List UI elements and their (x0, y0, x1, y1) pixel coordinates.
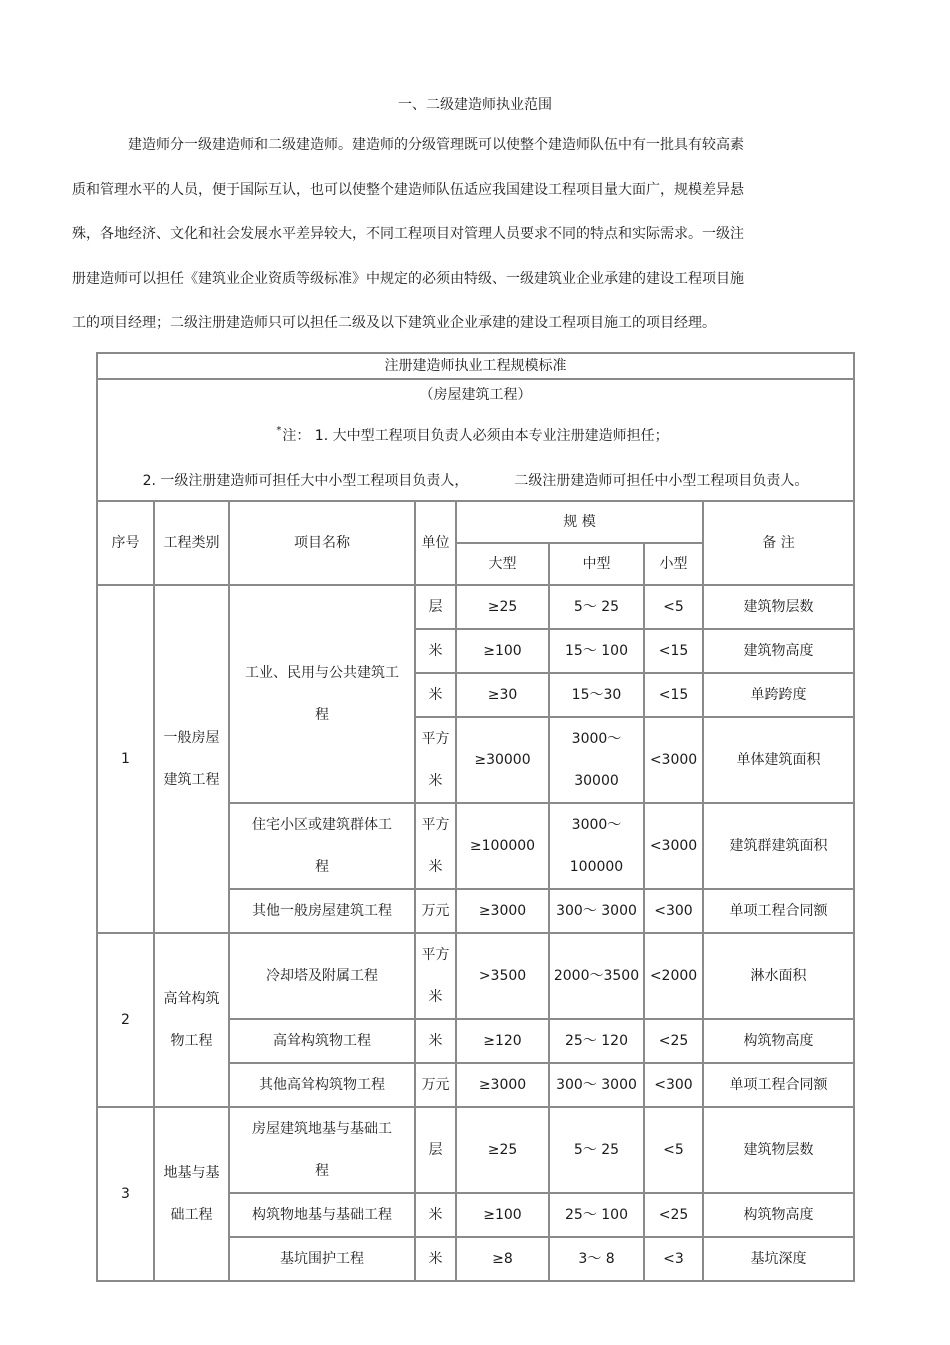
small-cell (644, 1063, 703, 1107)
large-cell (456, 1107, 549, 1193)
remark-cell (703, 1107, 854, 1193)
large-cell-line: ≥100 (483, 1206, 522, 1223)
large-cell-line: ≥100 (483, 642, 522, 659)
large-cell (456, 1237, 549, 1281)
remark-cell (703, 889, 854, 933)
unit-cell (415, 673, 456, 717)
large-cell (456, 1063, 549, 1107)
remark-cell-line: 基坑深度 (750, 1250, 807, 1267)
medium-cell (549, 803, 644, 889)
medium-cell-line: 300～ 3000 (556, 1076, 637, 1093)
header-category: 工程类别 (154, 501, 229, 585)
header-small: 小型 (644, 543, 703, 585)
unit-cell-line: 米 (428, 859, 443, 875)
header-remark: 备 注 (703, 501, 854, 585)
medium-cell-line: 2000～3500 (553, 967, 640, 984)
unit-cell-line: 平方 (421, 731, 450, 747)
small-cell-line: <300 (654, 902, 693, 919)
seq-cell: 3 (97, 1107, 154, 1281)
small-cell (644, 585, 703, 629)
scale-standard-table (96, 352, 855, 1282)
remark-cell-line: 建筑物层数 (743, 1141, 814, 1158)
medium-cell-line: 3000～ (571, 731, 622, 747)
project-cell (229, 889, 415, 933)
small-cell (644, 1107, 703, 1193)
project-cell (229, 1063, 415, 1107)
paragraph-line: 工的项目经理；二级注册建造师只可以担任二级及以下建筑业企业承建的建设工程项目施工的项目经理。 (72, 315, 716, 331)
medium-cell (549, 889, 644, 933)
large-cell-line: ≥8 (492, 1250, 513, 1267)
unit-cell-line: 米 (428, 686, 443, 703)
medium-cell (549, 585, 644, 629)
small-cell (644, 803, 703, 889)
unit-cell-line: 平方 (421, 817, 450, 833)
unit-cell (415, 585, 456, 629)
remark-cell-line: 建筑物高度 (743, 642, 814, 659)
remark-cell (703, 1019, 854, 1063)
small-cell (644, 1019, 703, 1063)
large-cell-line: ≥25 (487, 598, 518, 615)
remark-cell (703, 673, 854, 717)
project-cell-line: 高耸构筑物工程 (273, 1032, 371, 1049)
remark-cell-line: 单项工程合同额 (729, 902, 828, 919)
project-cell-line: 构筑物地基与基础工程 (252, 1206, 392, 1223)
project-cell (229, 1019, 415, 1063)
unit-cell-line: 米 (428, 642, 443, 659)
project-cell-line: 冷却塔及附属工程 (266, 967, 378, 984)
remark-cell-line: 单体建筑面积 (736, 751, 821, 768)
project-cell (229, 1237, 415, 1281)
small-cell (644, 673, 703, 717)
unit-cell-line: 万元 (421, 1076, 450, 1093)
unit-cell (415, 1193, 456, 1237)
unit-cell-line: 米 (428, 773, 443, 789)
remark-cell (703, 1193, 854, 1237)
unit-cell (415, 1019, 456, 1063)
small-cell (644, 629, 703, 673)
header-seq: 序号 (97, 501, 154, 585)
remark-cell-line: 淋水面积 (750, 967, 807, 984)
remark-cell (703, 803, 854, 889)
table-row (97, 585, 854, 629)
small-cell-line: <5 (663, 1141, 684, 1158)
project-cell (229, 933, 415, 1019)
unit-cell-line: 米 (428, 1032, 443, 1049)
project-cell-line: 程 (315, 1163, 329, 1179)
small-cell-line: <3000 (649, 751, 698, 768)
small-cell (644, 1193, 703, 1237)
large-cell (456, 889, 549, 933)
category-cell (154, 933, 229, 1107)
table-title: 注册建造师执业工程规模标准 (97, 353, 854, 379)
project-cell (229, 803, 415, 889)
medium-cell-line: 3～ 8 (578, 1250, 615, 1267)
medium-cell (549, 1193, 644, 1237)
large-cell-line: ≥100000 (469, 837, 536, 854)
remark-cell-line: 建筑群建筑面积 (729, 837, 828, 854)
small-cell-line: <25 (658, 1206, 689, 1223)
project-cell-line: 程 (315, 707, 329, 723)
medium-cell (549, 629, 644, 673)
seq-cell: 2 (97, 933, 154, 1107)
small-cell-line: <15 (658, 686, 689, 703)
medium-cell-line: 30000 (574, 773, 619, 789)
medium-cell (549, 1107, 644, 1193)
small-cell-line: <300 (654, 1076, 693, 1093)
category-cell-line: 一般房屋 (163, 730, 220, 746)
remark-cell-line: 单跨跨度 (750, 686, 807, 703)
unit-cell-line: 万元 (421, 902, 450, 919)
medium-cell-line: 15～ 100 (565, 642, 628, 659)
medium-cell-line: 5～ 25 (573, 1141, 620, 1158)
category-cell (154, 1107, 229, 1281)
large-cell-line: >3500 (478, 967, 527, 984)
remark-cell-line: 单项工程合同额 (729, 1076, 828, 1093)
note-2-first: 2. 一级注册建造师可担任大中小型工程项目负责人， (142, 472, 469, 489)
large-cell (456, 803, 549, 889)
project-cell (229, 1193, 415, 1237)
project-cell-line: 基坑围护工程 (280, 1250, 364, 1267)
unit-cell (415, 629, 456, 673)
small-cell-line: <3000 (649, 837, 698, 854)
category-cell-line: 地基与基 (163, 1165, 220, 1181)
header-unit: 单位 (415, 501, 456, 585)
section-heading: 一、二级建造师执业范围 (398, 97, 552, 113)
medium-cell-line: 3000～ (571, 817, 622, 833)
paragraph-line: 质和管理水平的人员，便于国际互认，也可以使整个建造师队伍适应我国建设工程项目量大面广，规模差异悬 (72, 181, 744, 198)
paragraph-line: 册建造师可以担任《建筑业企业资质等级标准》中规定的必须由特级、一级建筑业企业承建的建设工程项目施 (72, 270, 744, 287)
large-cell (456, 933, 549, 1019)
unit-cell-line: 米 (428, 989, 443, 1005)
unit-cell (415, 1237, 456, 1281)
table-row (97, 1107, 854, 1193)
medium-cell (549, 933, 644, 1019)
note-2-second: 二级注册建造师可担任中小型工程项目负责人。 (514, 472, 809, 489)
project-cell-line: 工业、民用与公共建筑工 (245, 665, 399, 681)
small-cell-line: <5 (663, 598, 684, 615)
seq-cell: 1 (97, 585, 154, 933)
remark-cell-line: 构筑物高度 (743, 1206, 814, 1223)
unit-cell (415, 933, 456, 1019)
large-cell-line: ≥120 (483, 1032, 522, 1049)
large-cell (456, 629, 549, 673)
remark-cell-line: 建筑物层数 (743, 598, 814, 615)
unit-cell (415, 803, 456, 889)
header-project: 项目名称 (229, 501, 415, 585)
medium-cell (549, 673, 644, 717)
small-cell-line: <3 (663, 1250, 684, 1267)
project-cell-line: 住宅小区或建筑群体工 (252, 817, 392, 833)
intro-paragraph (72, 123, 832, 346)
header-large: 大型 (456, 543, 549, 585)
category-cell (154, 585, 229, 933)
large-cell-line: ≥30000 (474, 751, 531, 768)
paragraph-line: 建造师分一级建造师和二级建造师。建造师的分级管理既可以使整个建造师队伍中有一批具有较高素 (128, 137, 744, 153)
remark-cell (703, 717, 854, 803)
large-cell-line: ≥25 (487, 1141, 518, 1158)
category-cell-line: 高耸构筑 (163, 991, 220, 1007)
large-cell-line: ≥3000 (478, 1076, 527, 1093)
table-row (97, 933, 854, 1019)
project-cell (229, 585, 415, 803)
project-cell (229, 1107, 415, 1193)
unit-cell-line: 层 (428, 1141, 443, 1158)
project-cell-line: 程 (315, 859, 329, 875)
category-cell-line: 建筑工程 (163, 772, 220, 788)
large-cell-line: ≥30 (487, 686, 518, 703)
note-1-text: * 注： 1. 大中型工程项目负责人必须由本专业注册建造师担任； (282, 428, 668, 444)
medium-cell (549, 1237, 644, 1281)
small-cell (644, 933, 703, 1019)
small-cell (644, 1237, 703, 1281)
small-cell-line: <2000 (649, 967, 698, 984)
unit-cell (415, 717, 456, 803)
project-cell-line: 房屋建筑地基与基础工 (252, 1121, 392, 1137)
remark-cell (703, 933, 854, 1019)
small-cell-line: <25 (658, 1032, 689, 1049)
remark-cell (703, 585, 854, 629)
unit-cell-line: 平方 (421, 947, 450, 963)
remark-cell (703, 629, 854, 673)
header-scale: 规 模 (456, 501, 703, 543)
remark-cell-line: 构筑物高度 (743, 1032, 814, 1049)
category-cell-line: 础工程 (170, 1207, 213, 1223)
unit-cell-line: 米 (428, 1206, 443, 1223)
project-cell-line: 其他一般房屋建筑工程 (252, 902, 392, 919)
remark-cell (703, 1063, 854, 1107)
project-cell-line: 其他高耸构筑物工程 (259, 1076, 385, 1093)
table-subtitle: （房屋建筑工程） (97, 379, 854, 410)
medium-cell-line: 5～ 25 (573, 598, 620, 615)
table-note-1 (97, 410, 854, 462)
small-cell (644, 889, 703, 933)
category-cell-line: 物工程 (170, 1033, 213, 1049)
table-note-2 (97, 462, 854, 501)
medium-cell-line: 100000 (569, 859, 624, 875)
small-cell (644, 717, 703, 803)
unit-cell (415, 889, 456, 933)
remark-cell (703, 1237, 854, 1281)
unit-cell-line: 层 (428, 598, 443, 615)
large-cell (456, 1193, 549, 1237)
large-cell (456, 585, 549, 629)
medium-cell (549, 1019, 644, 1063)
medium-cell-line: 25～ 120 (565, 1032, 628, 1049)
unit-cell-line: 米 (428, 1250, 443, 1267)
header-medium: 中型 (549, 543, 644, 585)
large-cell (456, 717, 549, 803)
medium-cell-line: 15～30 (571, 686, 622, 703)
medium-cell-line: 25～ 100 (565, 1206, 628, 1223)
medium-cell-line: 300～ 3000 (556, 902, 637, 919)
small-cell-line: <15 (658, 642, 689, 659)
paragraph-line: 殊，各地经济、文化和社会发展水平差异较大，不同工程项目对管理人员要求不同的特点和实际需求。一级注 (72, 226, 744, 242)
large-cell-line: ≥3000 (478, 902, 527, 919)
medium-cell (549, 1063, 644, 1107)
unit-cell (415, 1063, 456, 1107)
large-cell (456, 1019, 549, 1063)
medium-cell (549, 717, 644, 803)
large-cell (456, 673, 549, 717)
unit-cell (415, 1107, 456, 1193)
